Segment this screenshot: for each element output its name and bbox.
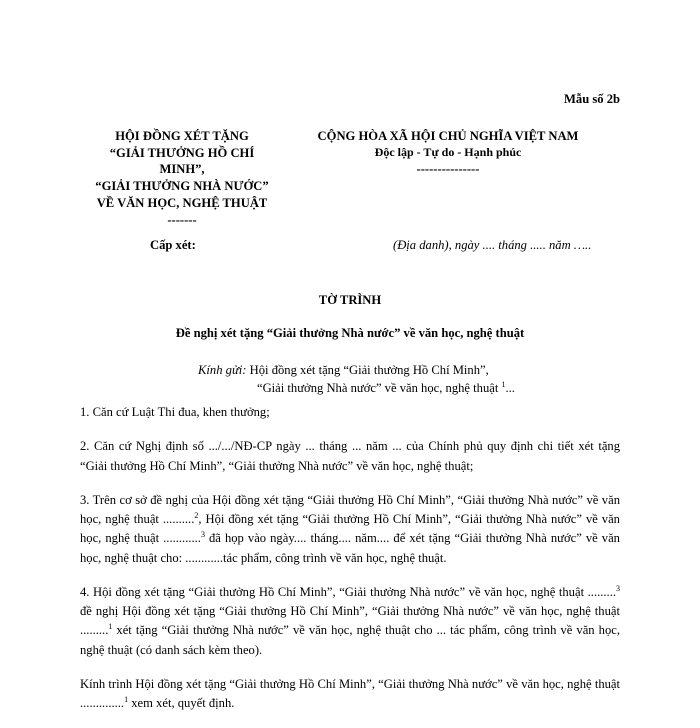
paragraph-3-part-a: 3. Trên cơ sở đề nghị của Hội đồng xét tặng “Giải thưởng Hồ Chí Minh”, “Giải thưởng Nhà nước” về văn học, nghệ thuật .......... <box>80 492 620 527</box>
council-line-2: “GIẢI THƯỞNG HỒ CHÍ <box>109 145 255 160</box>
date-place: (Địa danh), ngày .... tháng ..... năm ….. <box>393 238 592 252</box>
recipient-line-2-tail: ... <box>505 380 515 395</box>
paragraph-4-part-a: 4. Hội đồng xét tặng “Giải thưởng Hồ Chí Minh”, “Giải thưởng Nhà nước” về văn học, nghệ thuật ......... <box>80 584 616 599</box>
form-number: Mẫu số 2b <box>564 92 620 106</box>
national-title: CỘNG HÒA XÃ HỘI CHỦ NGHĨA VIỆT NAM <box>317 129 579 143</box>
paragraph-3-part-c: đã họp vào ngày.... tháng.... năm.... để xét tặng “Giải thưởng Nhà nước” về văn học, nghệ thuật cho: ............tác phẩm, công trình về văn học, nghệ thuật. <box>80 531 620 565</box>
paragraph-1: 1. Căn cứ Luật Thi đua, khen thưởng; <box>80 405 270 419</box>
paragraph-4-part-c: xét tặng “Giải thưởng Nhà nước” về văn học, nghệ thuật cho ... tác phẩm, công trình về văn học, nghệ thuật (có danh sách kèm theo). <box>80 623 620 657</box>
council-line-4: “GIẢI THƯỞNG NHÀ NƯỚC” <box>95 179 269 194</box>
footnote-mark: 2 <box>194 510 199 520</box>
paragraph-5-part-b: xem xét, quyết định. <box>128 696 235 711</box>
document-subtitle: Đề nghị xét tặng “Giải thưởng Nhà nước” về văn học, nghệ thuật <box>175 326 525 340</box>
national-motto: Độc lập - Tự do - Hạnh phúc <box>374 144 522 159</box>
footnote-mark: 1 <box>108 622 113 632</box>
paragraph-5 <box>80 675 620 714</box>
document-title: TỜ TRÌNH <box>318 293 382 307</box>
footnote-mark: 1 <box>501 379 506 389</box>
national-divider: --------------- <box>416 161 480 176</box>
recipient-line-1: Hội đồng xét tặng “Giải thưởng Hồ Chí Minh”, <box>249 363 489 377</box>
paragraph-3-part-b: , Hội đồng xét tặng “Giải thưởng Hồ Chí Minh”, “Giải thưởng Nhà nước” về văn học, nghệ thuật ............ <box>80 512 620 546</box>
recipient-prefix: Kính gửi: <box>198 363 247 377</box>
recipient-line-2 <box>198 380 515 398</box>
council-line-3: MINH”, <box>159 162 205 177</box>
footnote-mark: 3 <box>200 530 205 540</box>
national-heading <box>293 128 603 177</box>
paragraph-5-part-a: Kính trình Hội đồng xét tặng “Giải thưởng Hồ Chí Minh”, “Giải thưởng Nhà nước” về văn học, nghệ thuật .............. <box>80 676 620 711</box>
footnote-mark: 3 <box>616 583 620 593</box>
level-label: Cấp xét: <box>150 238 196 252</box>
paragraph-2: 2. Căn cứ Nghị định số .../.../NĐ-CP ngày ... tháng ... năm ... của Chính phủ quy định chi tiết xét tặng “Giải thưởng Hồ Chí Minh”, “Giải thưởng Nhà nước” về văn học, nghệ thuật; <box>80 439 620 473</box>
paragraph-3 <box>80 491 620 568</box>
paragraph-4 <box>80 583 620 660</box>
recipient-line-2-text: “Giải thưởng Nhà nước” về văn học, nghệ thuật <box>257 380 499 395</box>
document-body <box>80 403 620 728</box>
council-line-1: HỘI ĐỒNG XÉT TẶNG <box>115 129 249 143</box>
council-line-5: VỀ VĂN HỌC, NGHỆ THUẬT <box>96 195 268 210</box>
paragraph-4-part-b: đề nghị Hội đồng xét tặng “Giải thưởng Hồ Chí Minh”, “Giải thưởng Nhà nước” về văn học, nghệ thuật ......... <box>80 604 620 638</box>
council-divider: ------- <box>167 212 197 227</box>
footnote-mark: 1 <box>124 695 129 704</box>
recipient-block <box>198 362 515 397</box>
council-heading <box>78 128 286 228</box>
